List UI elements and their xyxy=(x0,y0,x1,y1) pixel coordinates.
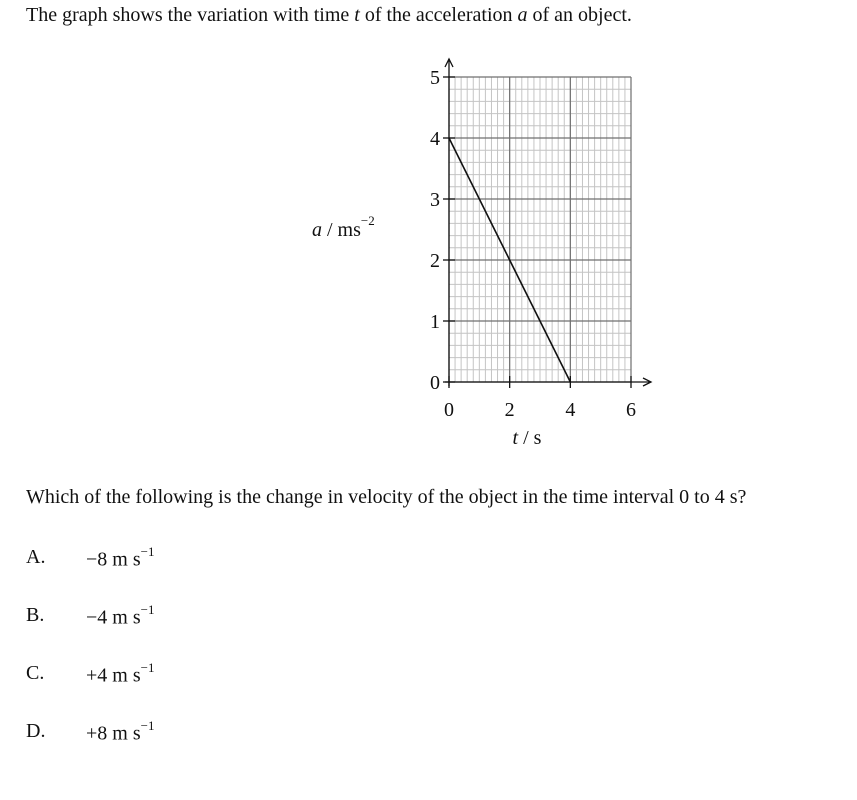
question-intro: The graph shows the variation with time t of the acceleration a of an object. xyxy=(26,4,632,26)
minor-grid xyxy=(449,77,631,382)
option-d-letter: D. xyxy=(26,720,46,742)
x-axis-label: t / s xyxy=(512,427,542,449)
option-a-value[interactable]: −8 m $s^{-1}$ xyxy=(86,544,155,571)
option-c-value[interactable]: +4 m $s^{-1}$ xyxy=(86,660,155,687)
option-c-letter: C. xyxy=(26,662,45,684)
x-tick-label: 6 xyxy=(626,399,636,421)
y-tick-label: 3 xyxy=(430,189,440,211)
y-tick-label: 2 xyxy=(430,250,440,272)
option-a-letter: A. xyxy=(26,546,46,568)
option-d-value[interactable]: +8 m $s^{-1}$ xyxy=(86,718,155,745)
y-tick-label: 4 xyxy=(430,128,440,150)
x-tick-label: 0 xyxy=(444,399,454,421)
option-b-letter: B. xyxy=(26,604,45,626)
x-tick-label: 4 xyxy=(565,399,576,421)
y-tick-label: 1 xyxy=(430,311,440,333)
question-text: Which of the following is the change in velocity of the object in the time interval 0 to 4 s? xyxy=(26,486,747,508)
y-tick-label: 0 xyxy=(430,372,440,394)
x-tick-label: 2 xyxy=(504,399,515,421)
y-axis-label: a / $ms^{-2}$ xyxy=(312,213,375,241)
y-tick-label: 5 xyxy=(430,67,440,89)
option-b-value[interactable]: −4 m $s^{-1}$ xyxy=(86,602,155,629)
